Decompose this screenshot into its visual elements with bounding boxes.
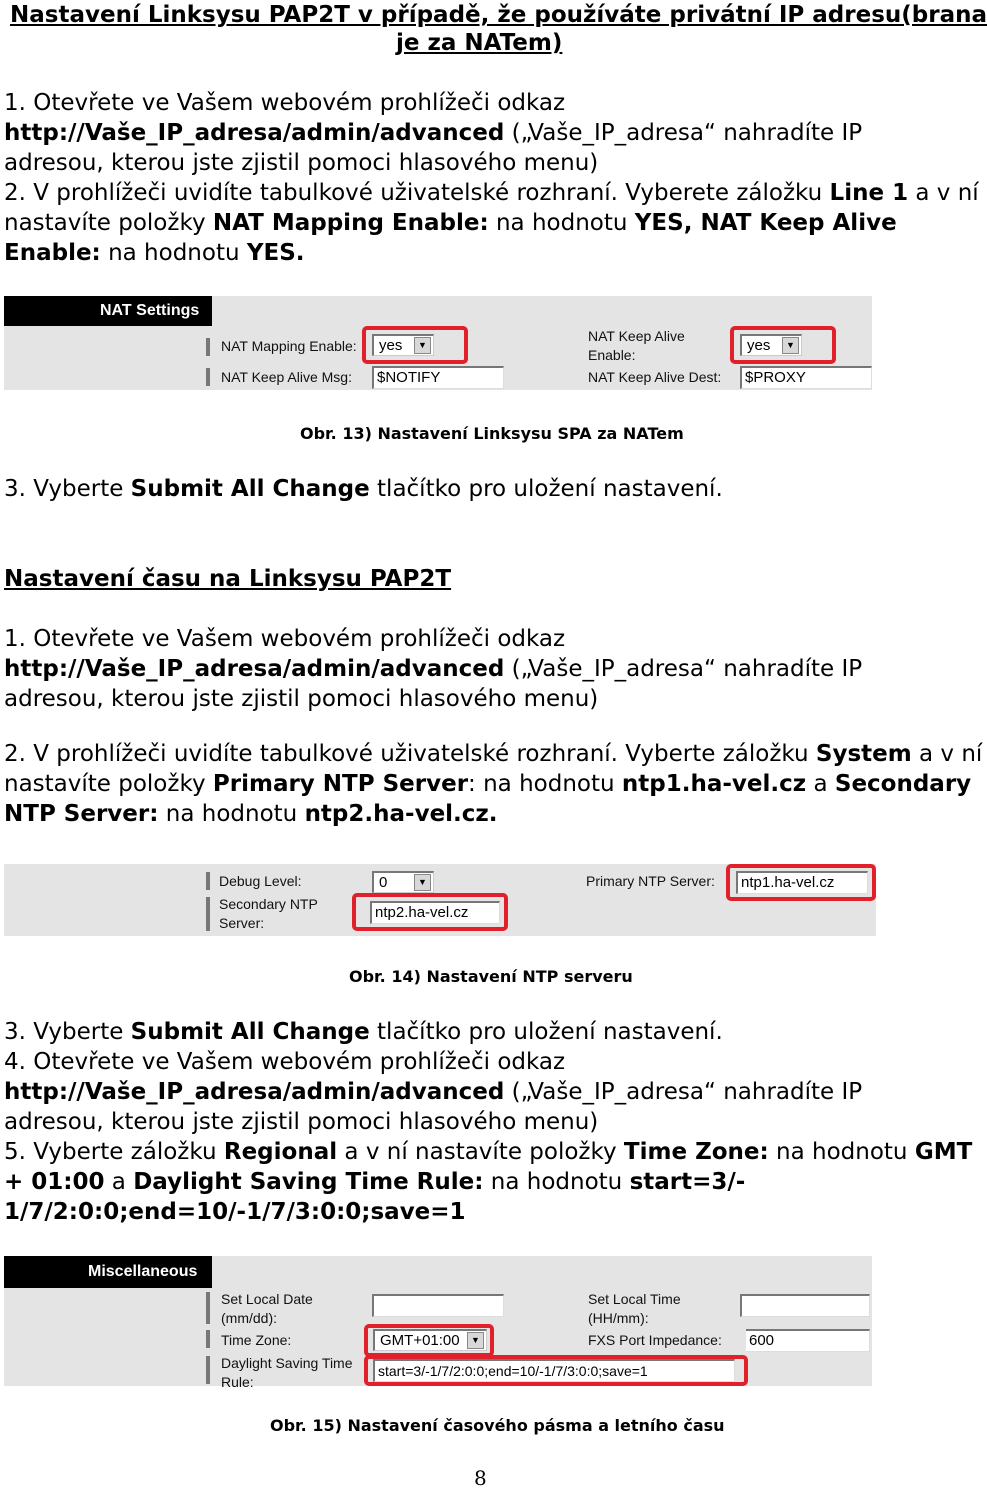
fxs-port-impedance-label: FXS Port Impedance: — [588, 1332, 722, 1348]
highlight-box — [726, 864, 876, 901]
section-title-nat: Nastavení Linksysu PAP2T v případě, že používáte privátní IP adresu(brana — [10, 2, 987, 28]
chevron-down-icon: ▼ — [414, 874, 431, 891]
nat-mapping-enable-label: NAT Mapping Enable: — [221, 338, 357, 354]
nat-mapping-enable-select[interactable]: yes ▼ — [372, 334, 434, 356]
page-number: 8 — [474, 1466, 487, 1490]
paragraph: http://Vaše_IP_adresa/admin/advanced („Vaše_IP_adresa“ nahradíte IP — [4, 1079, 863, 1105]
fxs-port-impedance-select[interactable]: 600 — [746, 1329, 870, 1352]
secondary-ntp-server-label: Secondary NTP — [219, 896, 318, 912]
paragraph: http://Vaše_IP_adresa/admin/advanced („Vaše_IP_adresa“ nahradíte IP — [4, 120, 863, 146]
set-local-time-label-2: (HH/mm): — [588, 1310, 649, 1326]
figure-caption: Obr. 13) Nastavení Linksysu SPA za NATem — [300, 424, 684, 443]
chevron-down-icon: ▼ — [414, 337, 431, 354]
nat-keep-alive-dest-label: NAT Keep Alive Dest: — [588, 369, 722, 385]
paragraph: Enable: na hodnotu YES. — [4, 240, 305, 266]
paragraph: adresou, kterou jste zjistil pomoci hlasového menu) — [4, 150, 599, 176]
row-marker — [206, 338, 210, 356]
debug-level-select[interactable]: 0 ▼ — [372, 871, 434, 893]
row-marker — [206, 897, 210, 931]
highlight-box — [364, 1324, 494, 1357]
time-zone-select[interactable]: GMT+01:00 ▼ — [373, 1329, 487, 1351]
nat-keep-alive-msg-input[interactable]: $NOTIFY — [372, 366, 504, 389]
set-local-time-label: Set Local Time — [588, 1291, 681, 1307]
figure-caption: Obr. 15) Nastavení časového pásma a letního času — [270, 1416, 725, 1435]
highlight-box — [730, 326, 836, 364]
secondary-ntp-server-input[interactable]: ntp2.ha-vel.cz — [370, 901, 500, 924]
paragraph: 5. Vyberte záložku Regional a v ní nastavíte položky Time Zone: na hodnotu GMT — [4, 1139, 973, 1165]
primary-ntp-server-input[interactable]: ntp1.ha-vel.cz — [736, 871, 868, 894]
nat-settings-header: NAT Settings — [4, 296, 212, 326]
row-marker — [206, 1330, 210, 1348]
paragraph: 1. Otevřete ve Vašem webovém prohlížeči odkaz — [4, 626, 566, 652]
set-local-date-input[interactable] — [372, 1294, 504, 1317]
daylight-saving-rule-label: Daylight Saving Time — [221, 1355, 353, 1371]
paragraph: NTP Server: na hodnotu ntp2.ha-vel.cz. — [4, 801, 498, 827]
nat-keep-alive-msg-label: NAT Keep Alive Msg: — [221, 369, 352, 385]
paragraph: adresou, kterou jste zjistil pomoci hlasového menu) — [4, 686, 599, 712]
set-local-time-input[interactable] — [740, 1294, 870, 1317]
paragraph: nastavíte položky NAT Mapping Enable: na hodnotu YES, NAT Keep Alive — [4, 210, 897, 236]
section-title-nat-cont: je za NATem) — [396, 30, 563, 56]
highlight-box — [362, 326, 468, 364]
nat-keep-alive-enable-select[interactable]: yes ▼ — [740, 334, 802, 356]
time-zone-label: Time Zone: — [221, 1332, 292, 1348]
nat-keep-alive-enable-label-2: Enable: — [588, 347, 636, 363]
row-marker — [206, 1292, 210, 1324]
chevron-down-icon: ▼ — [782, 337, 799, 354]
paragraph: http://Vaše_IP_adresa/admin/advanced („Vaše_IP_adresa“ nahradíte IP — [4, 656, 863, 682]
miscellaneous-header: Miscellaneous — [4, 1256, 212, 1288]
paragraph: 2. V prohlížeči uvidíte tabulkové uživatelské rozhraní. Vyberete záložku Line 1 a v ní — [4, 180, 979, 206]
set-local-date-label-2: (mm/dd): — [221, 1310, 277, 1326]
debug-level-label: Debug Level: — [219, 873, 302, 889]
paragraph: 3. Vyberte Submit All Change tlačítko pro uložení nastavení. — [4, 476, 723, 502]
highlight-box — [364, 1355, 748, 1386]
primary-ntp-server-label: Primary NTP Server: — [586, 873, 715, 889]
row-marker — [206, 368, 210, 386]
paragraph: nastavíte položky Primary NTP Server: na hodnotu ntp1.ha-vel.cz a Secondary — [4, 771, 972, 797]
paragraph: 1/7/2:0:0;end=10/-1/7/3:0:0;save=1 — [4, 1199, 466, 1225]
paragraph: 3. Vyberte Submit All Change tlačítko pro uložení nastavení. — [4, 1019, 723, 1045]
figure-caption: Obr. 14) Nastavení NTP serveru — [349, 967, 633, 986]
set-local-date-label: Set Local Date — [221, 1291, 313, 1307]
daylight-saving-rule-label-2: Rule: — [221, 1374, 254, 1390]
nat-keep-alive-dest-input[interactable]: $PROXY — [740, 366, 872, 389]
nat-keep-alive-enable-label: NAT Keep Alive — [588, 328, 685, 344]
paragraph: + 01:00 a Daylight Saving Time Rule: na hodnotu start=3/- — [4, 1169, 746, 1195]
row-marker — [206, 1356, 210, 1384]
daylight-saving-rule-input[interactable]: start=3/-1/7/2:0:0;end=10/-1/7/3:0:0;save=1 — [373, 1359, 735, 1382]
paragraph: 1. Otevřete ve Vašem webovém prohlížeči odkaz — [4, 90, 566, 116]
paragraph: adresou, kterou jste zjistil pomoci hlasového menu) — [4, 1109, 599, 1135]
paragraph: 4. Otevřete ve Vašem webovém prohlížeči odkaz — [4, 1049, 566, 1075]
paragraph: 2. V prohlížeči uvidíte tabulkové uživatelské rozhraní. Vyberte záložku System a v ní — [4, 741, 983, 767]
row-marker — [206, 872, 210, 890]
chevron-down-icon: ▼ — [467, 1332, 484, 1349]
url-link: http://Vaše_IP_adresa/admin/advanced — [4, 656, 505, 682]
url-link: http://Vaše_IP_adresa/admin/advanced — [4, 120, 505, 146]
highlight-box — [352, 893, 508, 931]
section-title-time: Nastavení času na Linksysu PAP2T — [4, 566, 452, 592]
secondary-ntp-server-label-2: Server: — [219, 915, 265, 931]
url-link: http://Vaše_IP_adresa/admin/advanced — [4, 1079, 505, 1105]
